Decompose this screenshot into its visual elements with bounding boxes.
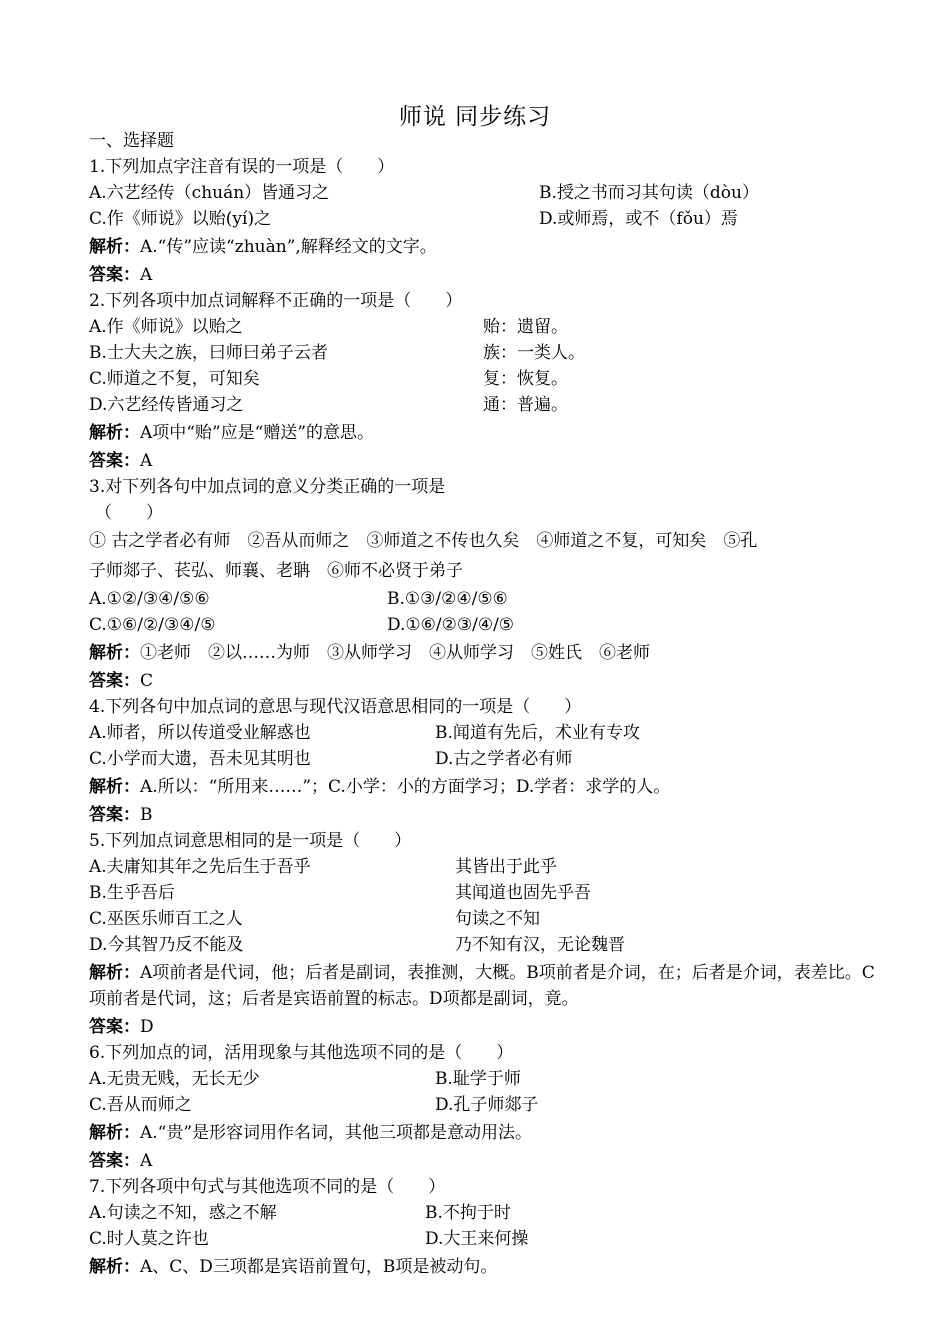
q3-items-line1: ① 古之学者必有师 ②吾从而师之 ③师道之不传也久矣 ④师道之不复，可知矣 ⑤孔 bbox=[89, 531, 758, 551]
answer-label: 答案 bbox=[89, 1151, 123, 1171]
q5-option-a-compare: 其皆出于此乎 bbox=[455, 857, 557, 877]
exercise-content bbox=[89, 128, 879, 1282]
q1-stem: 1.下列加点字注音有误的一项是（ ） bbox=[89, 157, 395, 177]
q4-option-c: C.小学而大遗，吾未见其明也 bbox=[89, 749, 311, 769]
q4-options-row2 bbox=[89, 746, 879, 772]
q7-options-row1 bbox=[89, 1200, 879, 1226]
q4-option-d: D.古之学者必有师 bbox=[435, 749, 573, 769]
q6-option-c: C.吾从而师之 bbox=[89, 1095, 192, 1115]
q4-answer-text: B bbox=[140, 805, 153, 825]
q1-option-a: A.六艺经传（chuán）皆通习之 bbox=[89, 183, 330, 203]
analysis-label: 解析 bbox=[89, 777, 123, 797]
q6-answer-text: A bbox=[140, 1151, 153, 1171]
q3-stem: 3.对下列各句中加点词的意义分类正确的一项是 bbox=[89, 477, 446, 497]
q5-stem: 5.下列加点词意思相同的是一项是（ ） bbox=[89, 831, 412, 851]
q7-option-b: B.不拘于时 bbox=[425, 1203, 511, 1223]
q6-option-a: A.无贵无贱，无长无少 bbox=[89, 1069, 260, 1089]
q4-analysis: 解析：A.所以：“所用来……”；C.小学：小的方面学习；D.学者：求学的人。 bbox=[89, 777, 671, 797]
analysis-label: 解析 bbox=[89, 237, 123, 257]
q6-options-row1 bbox=[89, 1066, 879, 1092]
q3-option-d: D.①⑥/②③/④/⑤ bbox=[387, 615, 515, 635]
q3-analysis-text: ①老师 ②以……为师 ③从师学习 ④从师学习 ⑤姓氏 ⑥老师 bbox=[140, 643, 650, 663]
q5-option-b-row bbox=[89, 880, 879, 906]
q1-answer: 答案：A bbox=[89, 265, 153, 285]
q2-stem: 2.下列各项中加点词解释不正确的一项是（ ） bbox=[89, 291, 463, 311]
q2-option-c-row bbox=[89, 366, 879, 392]
answer-label: 答案 bbox=[89, 265, 123, 285]
q6-option-d: D.孔子师郯子 bbox=[435, 1095, 539, 1115]
q1-options-row2 bbox=[89, 206, 879, 232]
q6-analysis-text: A.“贵”是形容词用作名词，其他三项都是意动用法。 bbox=[140, 1123, 533, 1143]
q2-option-b-row bbox=[89, 340, 879, 366]
q7-option-d: D.大王来何操 bbox=[425, 1229, 529, 1249]
q5-option-b-compare: 其闻道也固先乎吾 bbox=[455, 883, 591, 903]
q5-option-b: B.生乎吾后 bbox=[89, 883, 175, 903]
page-title: 师说 同步练习 bbox=[398, 104, 552, 130]
q2-option-d: D.六艺经传皆通习之 bbox=[89, 395, 244, 415]
q7-stem: 7.下列各项中句式与其他选项不同的是（ ） bbox=[89, 1177, 446, 1197]
q5-option-c-compare: 句读之不知 bbox=[455, 909, 540, 929]
analysis-label: 解析 bbox=[89, 423, 123, 443]
answer-label: 答案 bbox=[89, 805, 123, 825]
q5-option-c-row bbox=[89, 906, 879, 932]
q5-answer-text: D bbox=[140, 1017, 154, 1037]
q2-answer: 答案：A bbox=[89, 451, 153, 471]
q2-option-d-row bbox=[89, 392, 879, 418]
q3-option-b: B.①③/②④/⑤⑥ bbox=[387, 589, 508, 609]
q7-option-a: A.句读之不知，惑之不解 bbox=[89, 1203, 277, 1223]
q4-option-b: B.闻道有先后，术业有专攻 bbox=[435, 723, 640, 743]
q5-option-a: A.夫庸知其年之先后生于吾乎 bbox=[89, 857, 311, 877]
q5-option-d-compare: 乃不知有汉，无论魏晋 bbox=[455, 935, 625, 955]
q4-options-row1 bbox=[89, 720, 879, 746]
q3-answer: 答案：C bbox=[89, 671, 154, 691]
q3-paren: （ ） bbox=[95, 503, 163, 523]
q5-option-d: D.今其智乃反不能及 bbox=[89, 935, 244, 955]
q3-options-row2 bbox=[89, 612, 879, 638]
q2-answer-text: A bbox=[140, 451, 153, 471]
analysis-label: 解析 bbox=[89, 1123, 123, 1143]
q4-analysis-text: A.所以：“所用来……”；C.小学：小的方面学习；D.学者：求学的人。 bbox=[140, 777, 671, 797]
answer-label: 答案 bbox=[89, 451, 123, 471]
answer-label: 答案 bbox=[89, 1017, 123, 1037]
q1-option-c: C.作《师说》以贻(yí)之 bbox=[89, 209, 272, 229]
q3-option-c: C.①⑥/②/③④/⑤ bbox=[89, 615, 216, 635]
q2-option-b: B.士大夫之族，曰师曰弟子云者 bbox=[89, 343, 328, 363]
q3-analysis: 解析：①老师 ②以……为师 ③从师学习 ④从师学习 ⑤姓氏 ⑥老师 bbox=[89, 643, 650, 663]
analysis-label: 解析 bbox=[89, 963, 123, 983]
q1-option-d: D.或师焉，或不（fǒu）焉 bbox=[539, 209, 738, 229]
q3-answer-text: C bbox=[140, 671, 154, 691]
q2-option-c-gloss: 复：恢复。 bbox=[483, 369, 568, 389]
q2-option-a-gloss: 贻：遗留。 bbox=[483, 317, 568, 337]
q2-option-a: A.作《师说》以贻之 bbox=[89, 317, 243, 337]
q1-answer-text: A bbox=[140, 265, 153, 285]
analysis-label: 解析 bbox=[89, 643, 123, 663]
q2-option-a-row bbox=[89, 314, 879, 340]
q3-options-row1 bbox=[89, 586, 879, 612]
q4-stem: 4.下列各句中加点词的意思与现代汉语意思相同的一项是（ ） bbox=[89, 697, 582, 717]
q6-stem: 6.下列加点的词，活用现象与其他选项不同的是（ ） bbox=[89, 1043, 514, 1063]
q5-option-c: C.巫医乐师百工之人 bbox=[89, 909, 243, 929]
q7-options-row2 bbox=[89, 1226, 879, 1252]
q3-items-line2: 子师郯子、苌弘、师襄、老聃 ⑥师不必贤于弟子 bbox=[89, 561, 463, 581]
q1-analysis: 解析：A.“传”应读“zhuàn”,解释经文的文字。 bbox=[89, 237, 437, 257]
q4-option-a: A.师者，所以传道受业解惑也 bbox=[89, 723, 311, 743]
analysis-label: 解析 bbox=[89, 1257, 123, 1277]
q7-option-c: C.时人莫之许也 bbox=[89, 1229, 209, 1249]
answer-label: 答案 bbox=[89, 671, 123, 691]
section-heading: 一、选择题 bbox=[89, 131, 174, 151]
q5-answer: 答案：D bbox=[89, 1017, 154, 1037]
q6-analysis: 解析：A.“贵”是形容词用作名词，其他三项都是意动用法。 bbox=[89, 1123, 533, 1143]
q5-analysis: 解析：A项前者是代词，他；后者是副词，表推测，大概。B项前者是介词，在；后者是介词，表差比。C项前者是代词，这；后者是宾语前置的标志。D项都是副词，竟。 bbox=[89, 963, 875, 1009]
q7-analysis-text: A、C、D三项都是宾语前置句，B项是被动句。 bbox=[140, 1257, 498, 1277]
q5-option-d-row bbox=[89, 932, 879, 958]
q1-option-b: B.授之书而习其句读（dòu） bbox=[539, 183, 759, 203]
q6-option-b: B.耻学于师 bbox=[435, 1069, 521, 1089]
q2-analysis-text: A项中“贻”应是“赠送”的意思。 bbox=[140, 423, 375, 443]
q4-answer: 答案：B bbox=[89, 805, 153, 825]
q6-options-row2 bbox=[89, 1092, 879, 1118]
q3-option-a: A.①②/③④/⑤⑥ bbox=[89, 589, 210, 609]
q2-analysis: 解析：A项中“贻”应是“赠送”的意思。 bbox=[89, 423, 375, 443]
q2-option-b-gloss: 族：一类人。 bbox=[483, 343, 585, 363]
q5-option-a-row bbox=[89, 854, 879, 880]
q2-option-d-gloss: 通：普遍。 bbox=[483, 395, 568, 415]
q2-option-c: C.师道之不复，可知矣 bbox=[89, 369, 260, 389]
q5-analysis-text: A项前者是代词，他；后者是副词，表推测，大概。B项前者是介词，在；后者是介词，表差比。C项前者是代词，这；后者是宾语前置的标志。D项都是副词，竟。 bbox=[89, 963, 875, 1009]
q1-options-row1 bbox=[89, 180, 879, 206]
q6-answer: 答案：A bbox=[89, 1151, 153, 1171]
q7-analysis: 解析：A、C、D三项都是宾语前置句，B项是被动句。 bbox=[89, 1257, 498, 1277]
q1-analysis-text: A.“传”应读“zhuàn”,解释经文的文字。 bbox=[140, 237, 437, 257]
